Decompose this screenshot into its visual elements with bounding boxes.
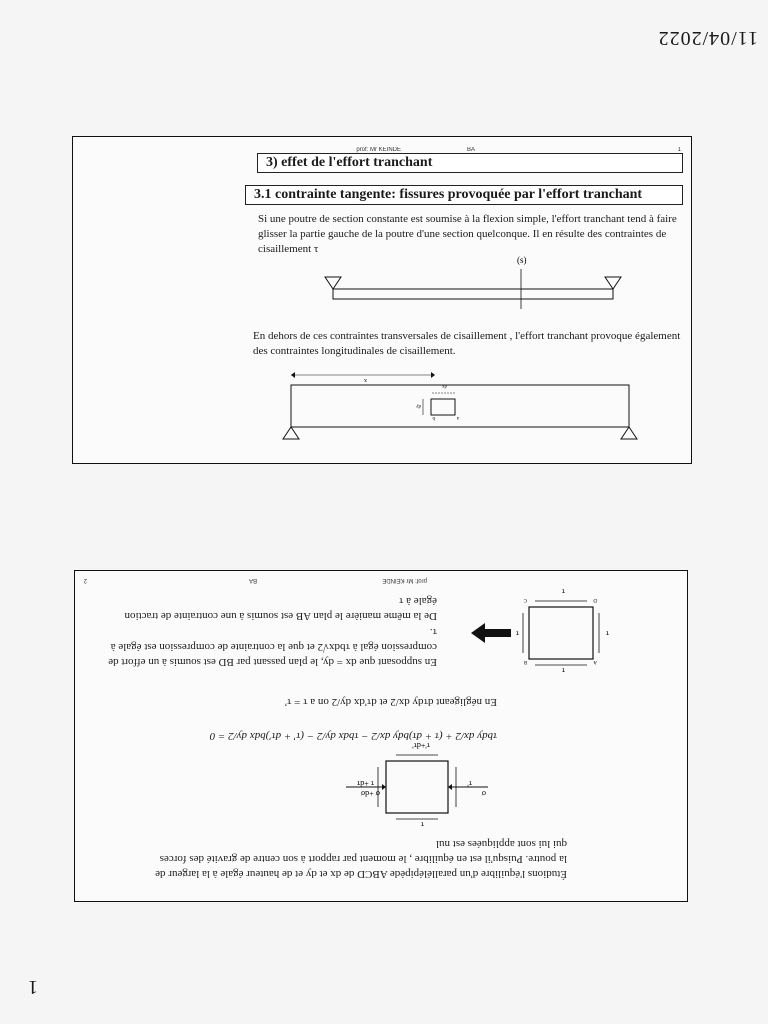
beam-diagram bbox=[291, 253, 651, 313]
support-left-icon bbox=[621, 427, 637, 439]
section-label: (s) bbox=[517, 255, 527, 265]
label-tau-top: τ bbox=[420, 820, 424, 829]
support-left-icon bbox=[605, 277, 621, 289]
svg-text:D: D bbox=[593, 597, 597, 602]
slide1-footer-page: 1 bbox=[677, 147, 681, 153]
slide2-neglect-text: En négligeant dτdy dx/2 et dτ'dx dy/2 on a τ = τ' bbox=[284, 696, 497, 708]
support-right-icon bbox=[283, 427, 299, 439]
slide2-assume-text: En supposant que dx = dy, le plan passant par BD est soumis à un effort de compression égal à τbdx√2 et que la contrainte de compression est égale à τ. bbox=[108, 626, 437, 668]
svg-text:dx: dx bbox=[442, 383, 447, 388]
slide2-footer-page: 2 bbox=[83, 577, 87, 583]
slide2-intro: Étudions l'équilibre d'un parallélépipède ABCD de dx et dy et de hauteur égale à la largeur de la poutre. Puisqu'il est en équilibre , le moment par rapport à son centre de gravité des forces qui lui sont appliquées est nul bbox=[155, 838, 567, 880]
svg-text:τ: τ bbox=[561, 666, 565, 675]
svg-text:a: a bbox=[456, 415, 459, 420]
slide1-footer-author: prof: Mr KEINDE bbox=[356, 147, 401, 153]
svg-text:C: C bbox=[523, 597, 527, 602]
svg-text:b: b bbox=[432, 415, 435, 420]
svg-text:τ: τ bbox=[605, 629, 609, 638]
element-diagram-compression bbox=[447, 585, 647, 675]
thick-arrow-icon bbox=[471, 623, 511, 643]
support-right-icon bbox=[325, 277, 341, 289]
slide2-same-text: De la même manière le plan AB est soumis à une contrainte de traction égale à τ bbox=[124, 595, 437, 622]
slide1-paragraph1: Si une poutre de section constante est soumise à la flexion simple, l'effort tranchant tend à faire glisser la partie gauche de la poutre d'une section quelconque. Il en résulte des contraintes de cisaillement τ bbox=[258, 213, 677, 255]
beam-element bbox=[431, 399, 455, 415]
label-sigma: σ bbox=[481, 789, 486, 798]
slide-1 bbox=[72, 136, 692, 464]
svg-text:τ: τ bbox=[515, 629, 519, 638]
slide2-footer-author: prof: Mr KEINDE bbox=[382, 577, 427, 583]
label-tau-bottom: τ'+dτ' bbox=[412, 741, 430, 750]
svg-text:x: x bbox=[364, 377, 367, 383]
page-number: 1 bbox=[28, 976, 38, 998]
slide2-equation: τbdy dx/2 + (τ + dτ)bdy dx/2 − τbdx dy/2 − (τ' + dτ')bdx dy/2 = 0 bbox=[209, 730, 497, 742]
svg-text:τ: τ bbox=[561, 587, 565, 596]
label-tau-left: τ' bbox=[467, 779, 472, 788]
label-sigma-dsigma: σ +dσ bbox=[360, 789, 380, 798]
element-square bbox=[386, 761, 448, 813]
document-date: 11/04/2022 bbox=[657, 27, 758, 49]
svg-text:B: B bbox=[523, 659, 527, 664]
slide2-footer-class: BA bbox=[248, 577, 257, 583]
label-tau-right: τ +dτ bbox=[357, 779, 374, 788]
slide-2 bbox=[74, 570, 688, 902]
slide1-footer-class: BA bbox=[466, 147, 475, 153]
subsection-heading: 3.1 contrainte tangente: fissures provoquée par l'effort tranchant bbox=[245, 185, 683, 205]
section-heading: 3) effet de l'effort tranchant bbox=[257, 153, 683, 173]
long-beam-diagram bbox=[267, 363, 687, 453]
svg-text:A: A bbox=[593, 659, 597, 664]
svg-text:dy: dy bbox=[416, 403, 421, 408]
slide1-paragraph2: En dehors de ces contraintes transversales de cisaillement , l'effort tranchant provoque également des contraintes longitudinales de cisaillement. bbox=[253, 330, 681, 357]
